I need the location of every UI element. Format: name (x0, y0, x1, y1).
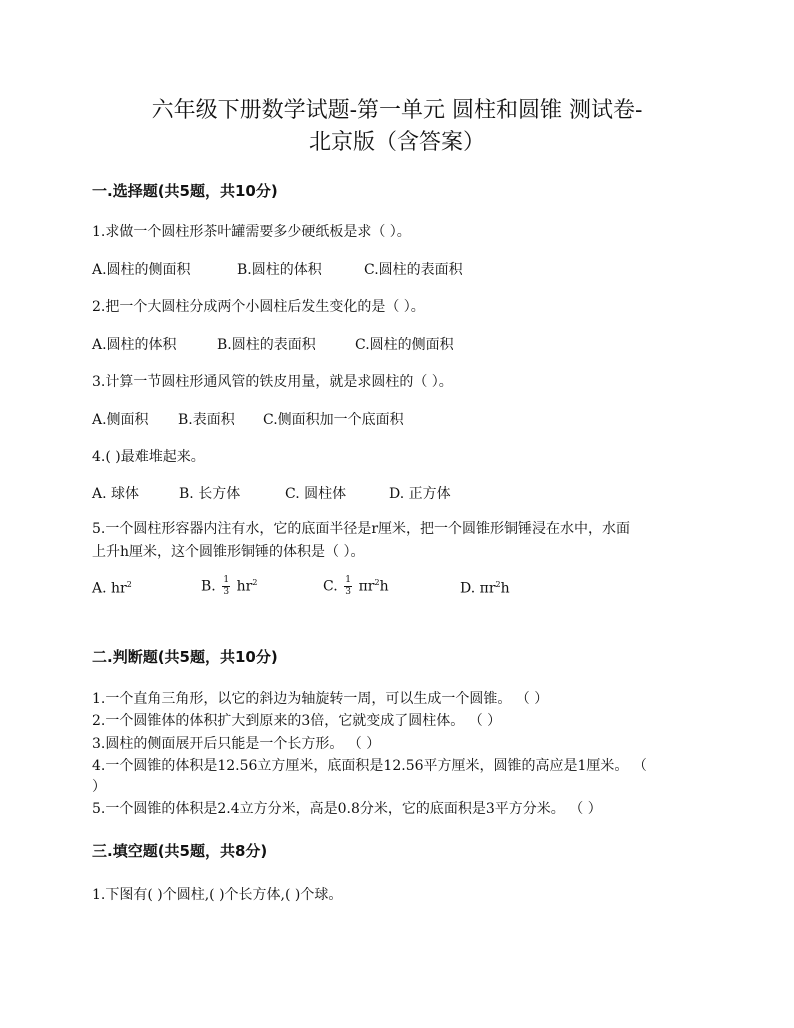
question-4-option-c: C. 圆柱体 (285, 486, 347, 502)
question-1-option-c: C.圆柱的表面积 (364, 262, 463, 278)
fraction-numerator: 1 (223, 575, 230, 585)
option-b-fraction (222, 576, 230, 597)
section-2-heading: 二.判断题(共5题，共10分) (92, 648, 278, 666)
question-2-option-b: B.圆柱的表面积 (217, 337, 316, 353)
question-3-option-b: B.表面积 (178, 412, 235, 428)
judge-item-4-continued: ） (92, 779, 106, 795)
judge-item-2: 2.一个圆锥体的体积扩大到原来的3倍，它就变成了圆柱体。 （ ） (92, 713, 502, 729)
question-5-option-d (460, 580, 510, 597)
option-a-expr: hr (111, 580, 127, 597)
question-3-option-c: C.侧面积加一个底面积 (263, 412, 404, 428)
option-c-exponent: 2 (374, 577, 380, 587)
judge-item-4: 4.一个圆锥的体积是12.56立方厘米，底面积是12.56平方厘米，圆锥的高应是1厘米。 （ (92, 758, 647, 774)
option-b-expr: hr (236, 578, 253, 595)
fraction-denominator: 3 (345, 587, 351, 597)
judge-item-3: 3.圆柱的侧面展开后只能是一个长方形。 （ ） (92, 736, 381, 752)
question-1-option-a: A.圆柱的侧面积 (92, 262, 191, 278)
question-4-option-d: D. 正方体 (389, 486, 451, 502)
option-b-exponent: 2 (252, 577, 258, 587)
question-4-text: 4.( )最难堆起来。 (92, 449, 205, 465)
judge-item-1: 1.一个直角三角形，以它的斜边为轴旋转一周，可以生成一个圆锥。 （ ） (92, 691, 549, 707)
judge-item-5: 5.一个圆锥的体积是2.4立方分米，高是0.8分米，它的底面积是3平方分米。 （ ） (92, 801, 602, 817)
question-1-option-b: B.圆柱的体积 (237, 262, 322, 278)
option-c-expr: πr (358, 578, 375, 595)
question-5-option-c (323, 576, 389, 597)
option-c-tail: h (379, 578, 389, 595)
question-2-option-a: A.圆柱的体积 (92, 337, 177, 353)
option-b-label: B. (201, 578, 216, 595)
question-3-text: 3.计算一节圆柱形通风管的铁皮用量，就是求圆柱的（ ）。 (92, 374, 453, 390)
section-1-heading: 一.选择题(共5题，共10分) (92, 182, 278, 200)
section-3-heading: 三.填空题(共5题，共8分) (92, 842, 268, 860)
option-a-label: A. (92, 580, 107, 597)
document-title-line-2: 北京版（含答案） (308, 130, 485, 155)
option-d-tail: h (500, 580, 510, 597)
option-d-expr: πr (479, 580, 496, 597)
question-5-text-line-1: 5.一个圆柱形容器内注有水，它的底面半径是r厘米，把一个圆锥形铜锤浸在水中，水面 (92, 521, 631, 537)
question-2-text: 2.把一个大圆柱分成两个小圆柱后发生变化的是（ ）。 (92, 299, 425, 315)
document-title-line-1: 六年级下册数学试题-第一单元 圆柱和圆锥 测试卷- (151, 98, 643, 123)
option-c-label: C. (323, 578, 338, 595)
fraction-denominator: 3 (223, 587, 230, 597)
question-5-text-line-2: 上升h厘米，这个圆锥形铜锤的体积是（ ）。 (92, 544, 365, 560)
question-2-option-c: C.圆柱的侧面积 (355, 337, 454, 353)
option-a-exponent: 2 (126, 580, 132, 589)
option-d-exponent: 2 (495, 580, 501, 589)
question-5-option-a (92, 580, 132, 597)
fraction-numerator: 1 (345, 575, 351, 585)
option-d-label: D. (460, 580, 476, 597)
option-c-fraction (344, 576, 352, 597)
question-4-option-b: B. 长方体 (179, 486, 241, 502)
question-1-text: 1.求做一个圆柱形茶叶罐需要多少硬纸板是求（ ）。 (92, 224, 411, 240)
question-3-option-a: A.侧面积 (92, 412, 149, 428)
question-5-option-b (201, 576, 257, 597)
question-4-option-a: A. 球体 (92, 486, 140, 502)
fill-question-1: 1.下图有( )个圆柱,( )个长方体,( )个球。 (92, 887, 343, 903)
